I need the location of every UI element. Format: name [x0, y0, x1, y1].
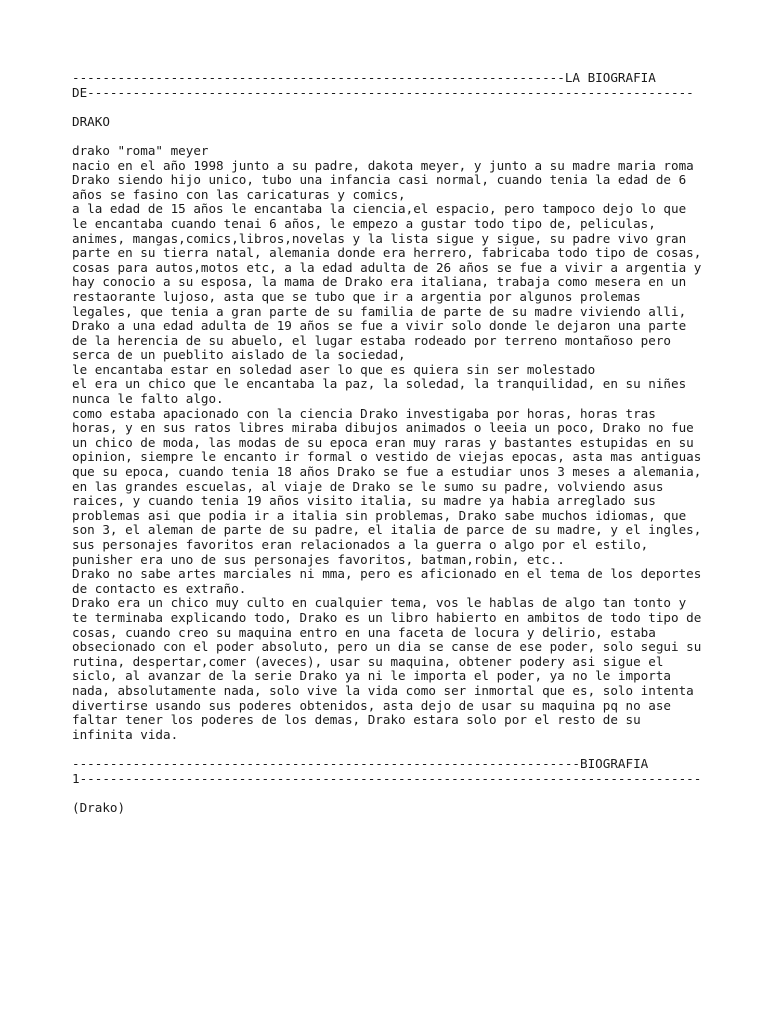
body-line: le encantaba estar en soledad aser lo que es quiera sin ser molestado — [72, 361, 596, 377]
spacer — [72, 129, 712, 144]
body-line: faltar tener los poderes de los demas, Drako estara solo por el resto de su — [72, 712, 641, 728]
body-line: raices, y cuando tenia 19 años visito italia, su madre ya habia arreglado sus — [72, 493, 656, 509]
body-line: opinion, siempre le encanto ir formal o vestido de viejas epocas, asta mas antiguas — [72, 449, 702, 465]
body-line: el era un chico que le encantaba la paz, la soledad, la tranquilidad, en su niñes — [72, 376, 687, 392]
body-line: hay conocio a su esposa, la mama de Drako era italiana, trabaja como mesera en un — [72, 274, 687, 290]
body-line: de contacto es extraño. — [72, 580, 247, 596]
body-line: rutina, despertar,comer (aveces), usar su maquina, obtener podery asi sigue el — [72, 653, 664, 669]
body-line: de la herencia de su abuelo, el lugar estaba rodeado por terreno montañoso pero — [72, 332, 671, 348]
body-line: animes, mangas,comics,libros,novelas y la lista sigue y sigue, su padre vivo gran — [72, 230, 687, 246]
body-line: Drako era un chico muy culto en cualquier tema, vos le hablas de algo tan tonto y — [72, 595, 687, 611]
body-line: sus personajes favoritos eran relacionados a la guerra o algo por el estilo, — [72, 537, 649, 552]
body-line: serca de un pueblito aislado de la sociedad, — [72, 347, 406, 363]
body-line: que su epoca, cuando tenia 18 años Drako se fue a estudiar unos 3 meses a alemania, — [72, 464, 702, 480]
body-line: Drako no sabe artes marciales ni mma, pero es aficionado en el tema de los deportes — [72, 566, 702, 582]
spacer — [72, 742, 712, 757]
body-line: cosas para autos,motos etc, a la edad adulta de 26 años se fue a vivir a argentia y — [72, 259, 702, 275]
body-line: legales, que tenia a gran parte de su familia de parte de su madre viviendo alli, — [72, 303, 687, 319]
body-line: cosas, cuando creo su maquina entro en una faceta de locura y delirio, estaba — [72, 624, 656, 640]
body-line: un chico de moda, las modas de su epoca eran muy raras y bastantes estupidas en su — [72, 434, 694, 450]
footer-line-1: -------------------------------------------------------------------BIOGRAFIA — [72, 755, 649, 771]
body-line: en las grandes escuelas, al viaje de Drako se le sumo su padre, volviendo asus — [72, 478, 664, 494]
name-heading: DRAKO — [72, 113, 110, 129]
body-line: obsecionado con el poder absoluto, pero un dia se canse de ese poder, solo segui su — [72, 639, 702, 655]
body-line: restaorante lujoso, asta que se tubo que ir a argentia por algunos prolemas — [72, 288, 641, 304]
body-line: nada, absolutamente nada, solo vive la vida como ser inmortal que es, solo intenta — [72, 682, 694, 698]
body-line: Drako a una edad adulta de 19 años se fue a vivir solo donde le dejaron una parte — [72, 318, 687, 334]
body-line: drako "roma" meyer — [72, 142, 209, 158]
body-line: punisher era uno de sus personajes favoritos, batman,robin, etc.. — [72, 551, 565, 567]
body-line: siclo, al avanzar de la serie Drako ya ni le importa el poder, ya no le importa — [72, 668, 671, 684]
biography-body — [72, 144, 712, 742]
header-line-1: -----------------------------------------------------------------LA BIOGRAFIA — [72, 70, 656, 85]
body-line: nacio en el año 1998 junto a su padre, dakota meyer, y junto a su madre maria roma — [72, 157, 694, 173]
body-line: te terminaba explicando todo, Drako es un libro habierto en ambitos de todo tipo de — [72, 609, 702, 625]
body-line: problemas asi que podia ir a italia sin problemas, Drako sabe muchos idiomas, que — [72, 507, 687, 523]
body-line: Drako siendo hijo unico, tubo una infancia casi normal, cuando tenia la edad de 6 — [72, 172, 687, 188]
body-line: infinita vida. — [72, 726, 179, 742]
body-line: horas, y en sus ratos libres miraba dibujos animados o leeia un poco, Drako no fue — [72, 420, 694, 436]
body-line: son 3, el aleman de parte de su padre, el italia de parce de su madre, y el ingles, — [72, 522, 702, 538]
spacer — [72, 786, 712, 801]
header-line-2: DE-------------------------------------------------------------------------------- — [72, 84, 694, 100]
body-line: a la edad de 15 años le encantaba la ciencia,el espacio, pero tampoco dejo lo que — [72, 201, 687, 217]
body-line: divertirse usando sus poderes obtenidos, asta dejo de usar su maquina pq no ase — [72, 697, 671, 713]
spacer — [72, 100, 712, 115]
body-line: nunca le falto algo. — [72, 391, 224, 407]
body-line: años se fasino con las caricaturas y comics, — [72, 186, 406, 202]
body-line: como estaba apacionado con la ciencia Drako investigaba por horas, horas tras — [72, 405, 656, 421]
body-line: le encantaba cuando tenai 6 años, le empezo a gustar todo tipo de, peliculas, — [72, 215, 656, 231]
footer-line-2: 1---------------------------------------------------------------------------------- — [72, 770, 702, 786]
document-page — [72, 71, 712, 815]
closing-label: (Drako) — [72, 799, 126, 815]
body-line: parte en su tierra natal, alemania donde era herrero, fabricaba todo tipo de cosas, — [72, 245, 702, 261]
